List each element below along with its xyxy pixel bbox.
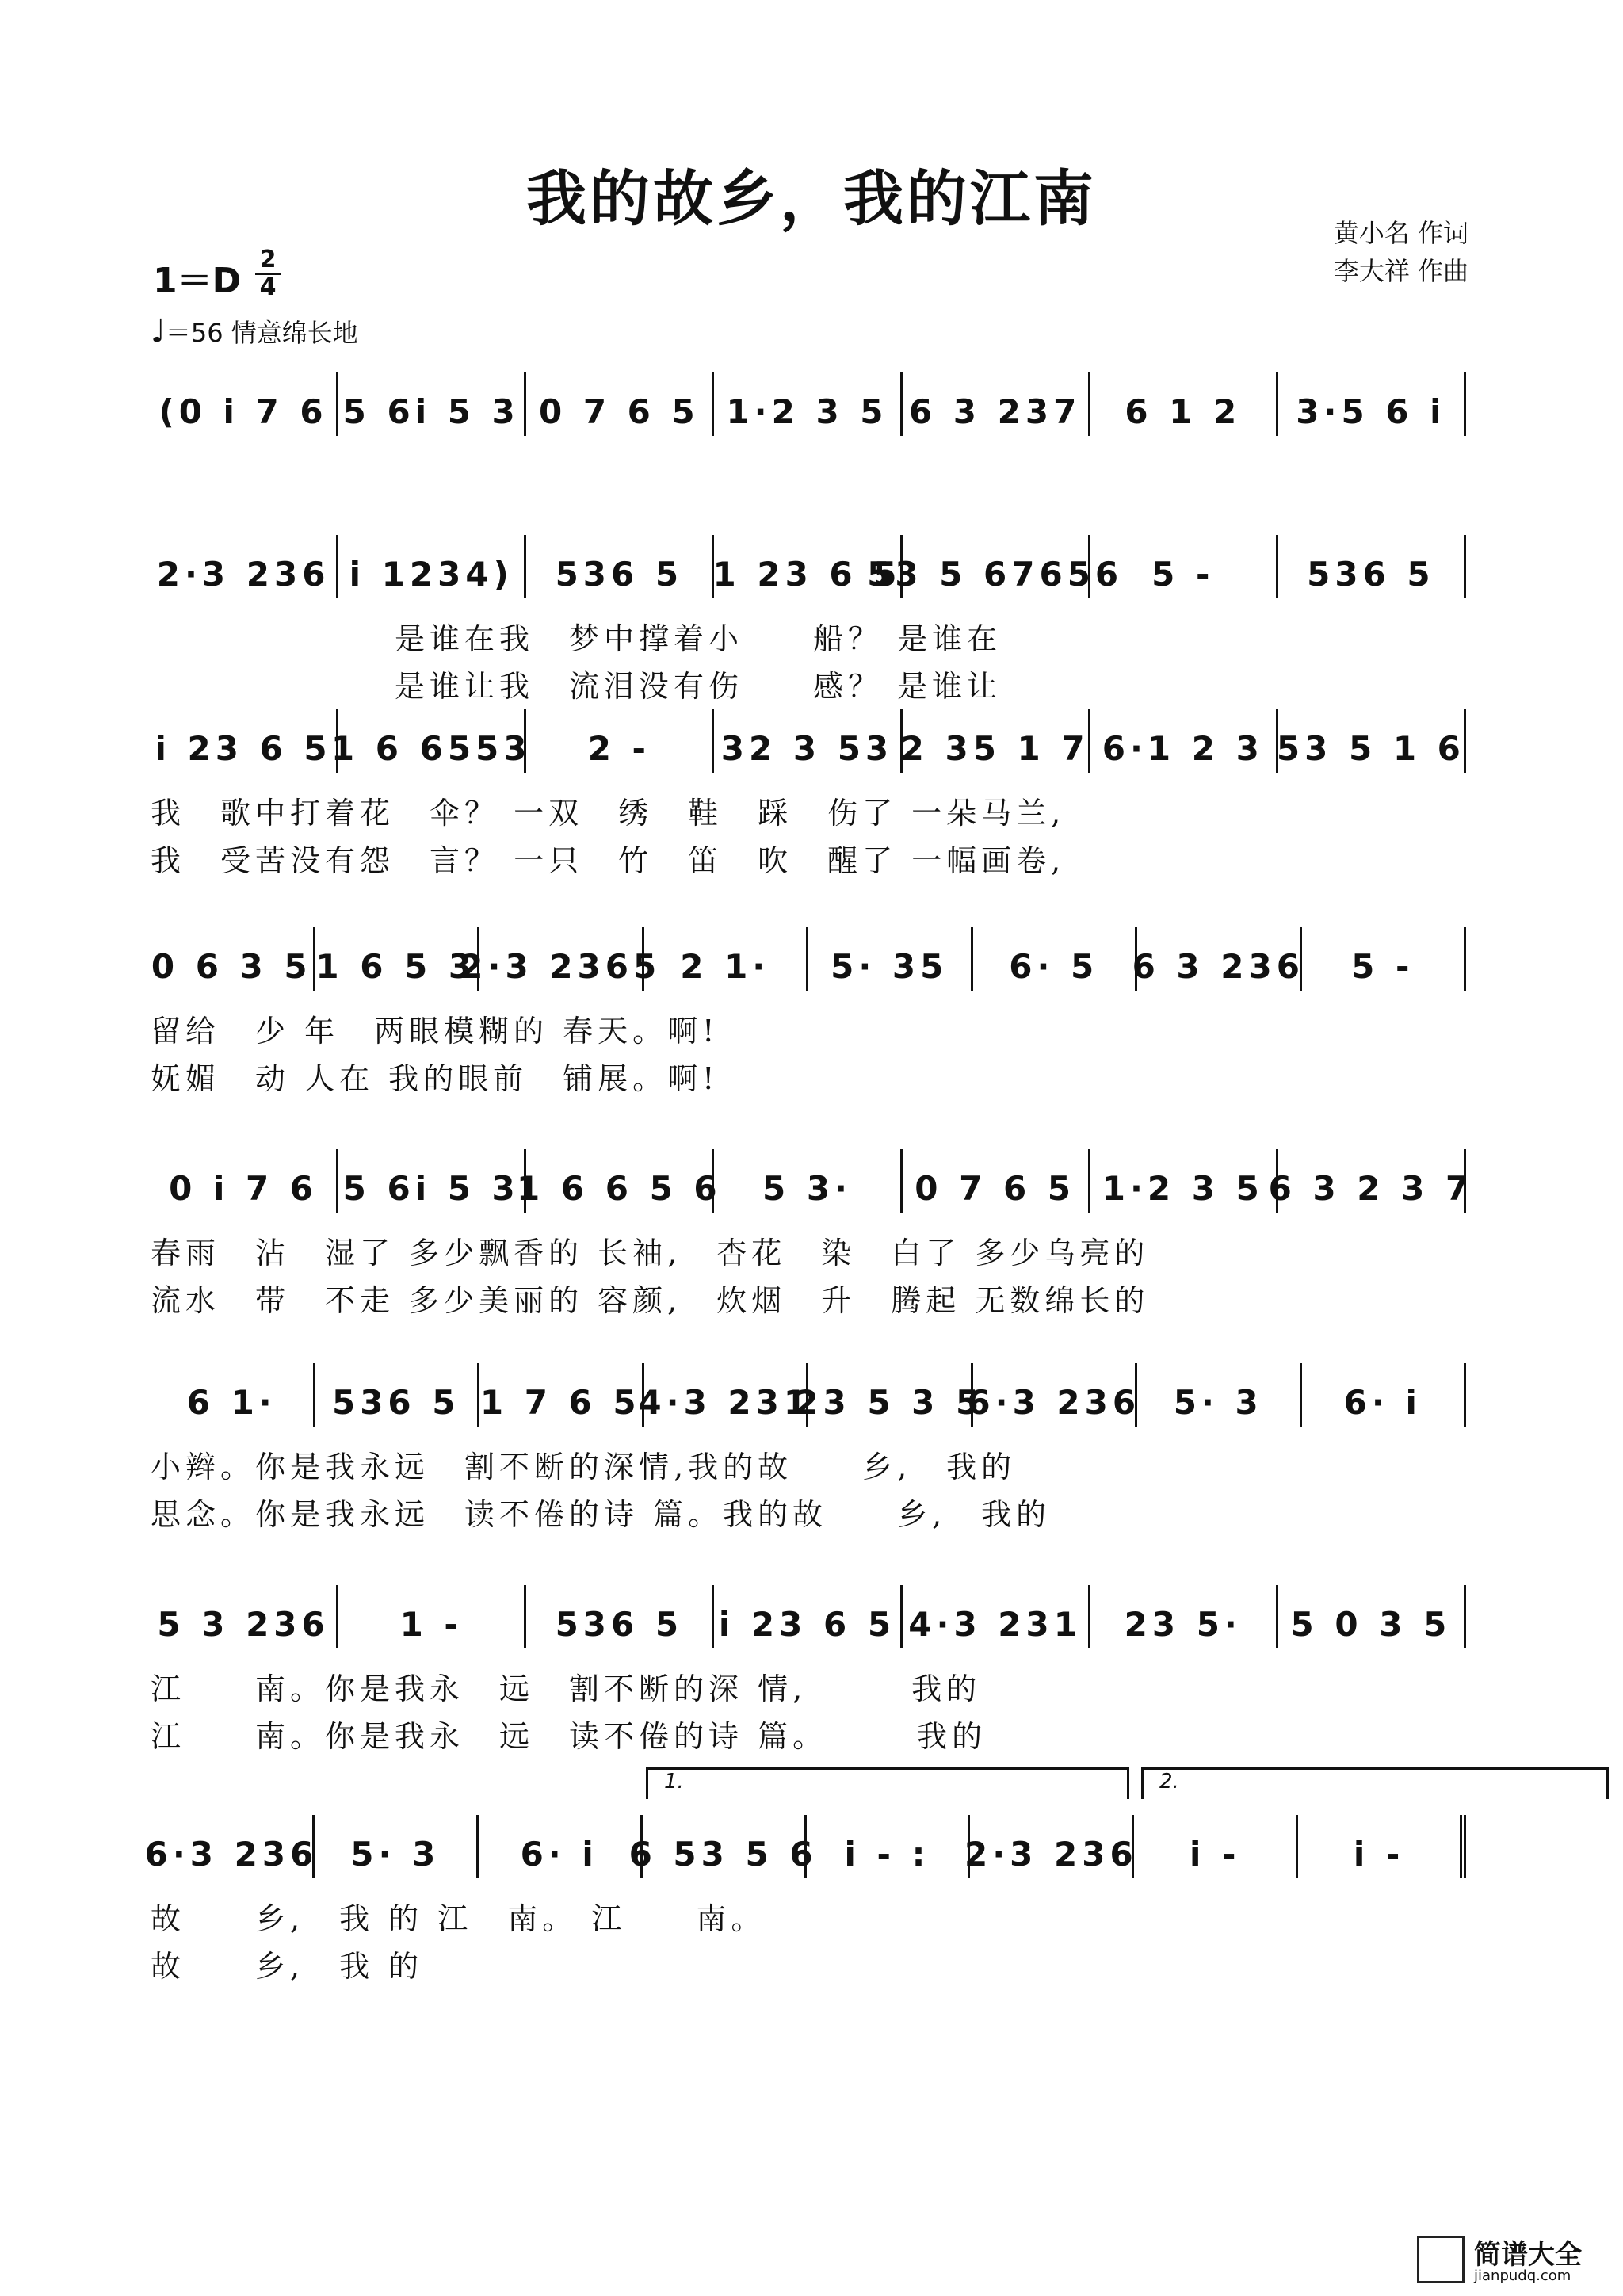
measure: 6 3 237 xyxy=(903,372,1090,436)
measure: 1·2 3 5 xyxy=(1090,1149,1278,1213)
lyric-line: 小辫。你是我永远 割不断的深情,我的故 乡, 我的 xyxy=(151,1450,1017,1484)
measure: 2 1· xyxy=(644,927,809,991)
lyric-line: 是谁让我 流泪没有伤 感？ 是谁让 xyxy=(151,669,1002,704)
measure: 53 5 67656 xyxy=(903,535,1090,598)
watermark-url: jianpudq.com xyxy=(1474,2267,1571,2284)
piano-icon xyxy=(1417,2236,1465,2283)
measure: 1 6 6553 xyxy=(338,709,526,773)
watermark-brand: 简谱大全 xyxy=(1474,2239,1582,2271)
measure: 3·5 6 i xyxy=(1278,372,1466,436)
measure: 1 - xyxy=(338,1585,526,1648)
measure: 536 5 xyxy=(315,1363,480,1427)
measure: 5 6i 5 3 xyxy=(338,1149,526,1213)
measure: 0 7 6 5 xyxy=(526,372,714,436)
lyric-line: 春雨 沾 湿了 多少飘香的 长袖, 杏花 染 白了 多少乌亮的 xyxy=(151,1236,1150,1270)
measure: i 23 6 5 xyxy=(151,709,338,773)
measure: 1 6 6 5 6 xyxy=(526,1149,714,1213)
notes-row xyxy=(151,1363,1466,1427)
time-signature-top: 2 xyxy=(259,246,277,273)
measure: 6· i xyxy=(479,1815,643,1878)
time-signature xyxy=(252,248,284,300)
volta-ending-2: 2. xyxy=(1141,1767,1609,1799)
measure: 6·1 2 3 xyxy=(1090,709,1278,773)
lyric-line: 我 受苦没有怨 言？ 一只 竹 笛 吹 醒了 一幅画卷, xyxy=(151,843,1066,878)
composer-credit: 李大祥 作曲 xyxy=(1333,256,1468,286)
notes-row xyxy=(151,1149,1474,1213)
measure: 6· 5 xyxy=(973,927,1138,991)
measure: 0 6 3 5 xyxy=(151,927,315,991)
measure: 536 5 xyxy=(526,535,714,598)
measure: i 1234) xyxy=(338,535,526,598)
notes-row xyxy=(151,535,1466,598)
measure: 6·3 236 xyxy=(151,1815,315,1878)
measure: i - : xyxy=(807,1815,971,1878)
measure: 2 35 1 7 xyxy=(903,709,1090,773)
measure: 5 3 236 xyxy=(151,1585,338,1648)
measure: 4·3 231 xyxy=(644,1363,809,1427)
measure: 2·3 236 xyxy=(970,1815,1134,1878)
lyric-line: 故 乡, 我 的 xyxy=(151,1949,424,1984)
tempo-expression: 情意绵长地 xyxy=(231,318,358,348)
measure: 6 1· xyxy=(151,1363,315,1427)
lyric-line: 江 南。你是我永 远 读不倦的诗 篇。 我的 xyxy=(151,1719,987,1754)
measure: i 23 6 5 xyxy=(714,1585,902,1648)
measure: 6 3 236 xyxy=(1137,927,1302,991)
lyric-line: 妩媚 动 人在 我的眼前 铺展。啊! xyxy=(151,1061,720,1096)
measure: 32 3 53 xyxy=(714,709,902,773)
key-signature: 1＝D xyxy=(153,261,242,301)
lyric-line: 故 乡, 我 的 江 南。 江 南。 xyxy=(151,1901,766,1936)
measure: i - xyxy=(1134,1815,1298,1878)
measure: 6 3 2 3 7 xyxy=(1278,1149,1466,1213)
time-signature-bottom: 4 xyxy=(259,273,277,301)
notes-row xyxy=(144,1815,1466,1878)
measure: (0 i 7 6 xyxy=(151,372,338,436)
measure: 5· 35 xyxy=(808,927,973,991)
lyric-line: 思念。你是我永远 读不倦的诗 篇。我的故 乡, 我的 xyxy=(151,1497,1052,1532)
credits xyxy=(1334,214,1468,290)
measure: 1·2 3 5 xyxy=(714,372,902,436)
watermark-logo xyxy=(1417,2233,1615,2290)
measure: 536 5 xyxy=(526,1585,714,1648)
measure: 1 7 6 5 xyxy=(479,1363,644,1427)
measure: 53 5 1 6 xyxy=(1278,709,1466,773)
tempo-value: ＝56 xyxy=(165,318,223,348)
measure: 5 - xyxy=(1090,535,1278,598)
measure: 6·3 236 xyxy=(973,1363,1138,1427)
measure: 5 6i 5 3 xyxy=(338,372,526,436)
measure: 6· i xyxy=(1302,1363,1467,1427)
measure: 5· 3 xyxy=(315,1815,479,1878)
measure: 0 i 7 6 xyxy=(151,1149,338,1213)
lyricist-credit: 黄小名 作词 xyxy=(1333,218,1468,248)
measure: 2·3 2365 xyxy=(479,927,644,991)
quarter-note-icon: ♩ xyxy=(151,313,166,350)
measure: 0 7 6 5 xyxy=(903,1149,1090,1213)
lyric-line: 我 歌中打着花 伞？ 一双 绣 鞋 踩 伤了 一朵马兰, xyxy=(151,796,1066,831)
page-title: 我的故乡，我的江南 xyxy=(526,163,1097,234)
measure: 4·3 231 xyxy=(903,1585,1090,1648)
measure: 5 - xyxy=(1302,927,1467,991)
notes-row xyxy=(151,1585,1466,1648)
measure: 536 5 xyxy=(1278,535,1466,598)
measure: 1 23 6 5 xyxy=(714,535,902,598)
measure: 6 53 5 6 xyxy=(643,1815,807,1878)
measure: 5· 3 xyxy=(1137,1363,1302,1427)
volta-ending-1: 1. xyxy=(646,1767,1129,1799)
measure: 23 5· xyxy=(1090,1585,1278,1648)
measure: 2 - xyxy=(526,709,714,773)
notes-row xyxy=(151,709,1466,773)
notes-row xyxy=(151,927,1466,991)
tempo-marking xyxy=(151,313,358,350)
measure: 5 0 3 5 xyxy=(1278,1585,1466,1648)
lyric-line: 江 南。你是我永 远 割不断的深 情, 我的 xyxy=(151,1671,982,1706)
measure: 2·3 236 xyxy=(151,535,338,598)
measure: 23 5 3 5 xyxy=(808,1363,973,1427)
lyric-line: 流水 带 不走 多少美丽的 容颜, 炊烟 升 腾起 无数绵长的 xyxy=(151,1283,1150,1318)
measure: i - xyxy=(1298,1815,1466,1878)
measure: 1 6 5 3 xyxy=(315,927,480,991)
measure: 5 3· xyxy=(714,1149,902,1213)
lyric-line: 是谁在我 梦中撑着小 船？ 是谁在 xyxy=(151,621,1002,656)
lyric-line: 留给 少 年 两眼模糊的 春天。啊! xyxy=(151,1014,720,1049)
measure: 6 1 2 xyxy=(1090,372,1278,436)
notes-row xyxy=(151,372,1466,436)
